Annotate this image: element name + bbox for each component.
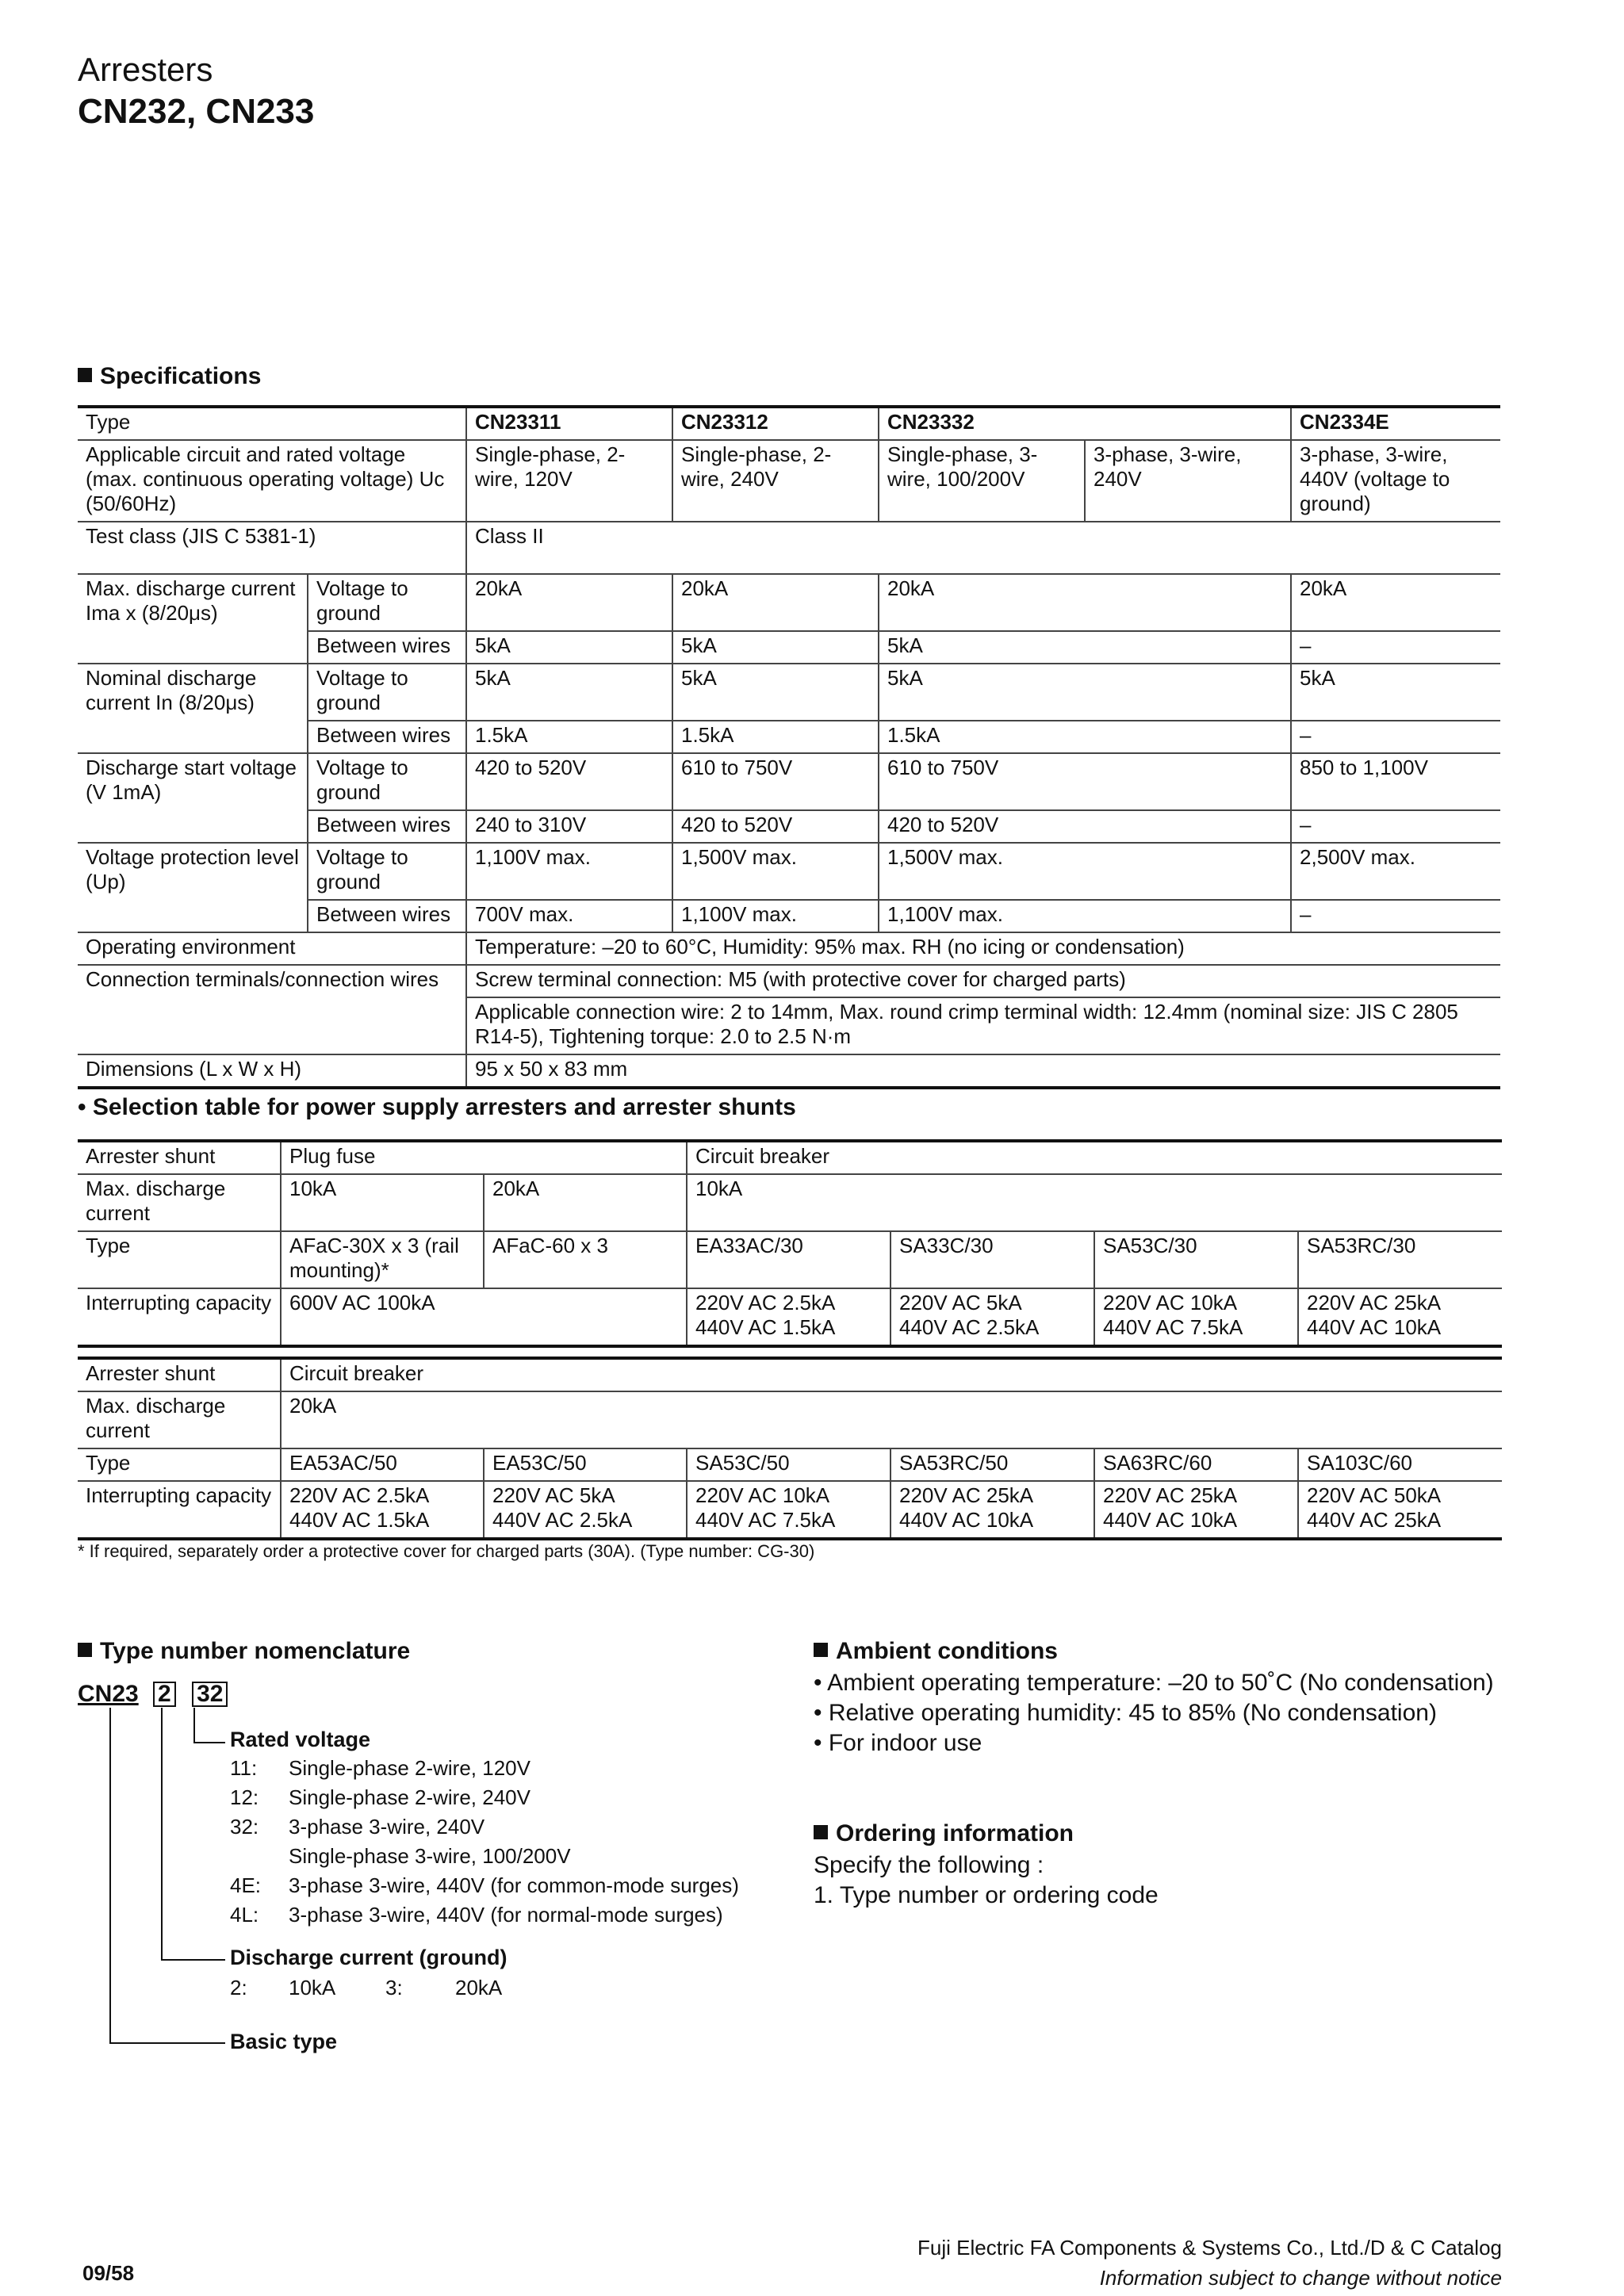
list-item: • Relative operating humidity: 45 to 85% (No condensation) <box>814 1700 1437 1726</box>
table-cell: – <box>1291 810 1500 843</box>
table-cell: 610 to 750V <box>672 753 879 810</box>
table-cell: 5kA <box>672 664 879 721</box>
table-cell: 1.5kA <box>672 721 879 753</box>
table-cell: 20kA <box>281 1391 1502 1448</box>
table-row <box>78 965 1500 997</box>
nomenclature-title: Type number nomenclature <box>100 1638 411 1664</box>
table-cell: 10kA <box>281 1174 484 1231</box>
table-cell: 2,500V max. <box>1291 843 1500 900</box>
table-cell: SA53C/30 <box>1094 1231 1298 1288</box>
table-row <box>78 664 1500 721</box>
sub-label: Voltage to ground <box>308 843 466 900</box>
catalog-category: Arresters <box>78 51 213 88</box>
company-name: Fuji Electric FA Components & Systems Co., Ltd./D & C Catalog <box>917 2236 1502 2260</box>
table-cell: 220V AC 2.5kA 440V AC 1.5kA <box>687 1288 891 1346</box>
table-cell: Single-phase, 2-wire, 120V <box>466 440 672 522</box>
table-row <box>78 1141 1502 1174</box>
table-cell: Class II <box>466 522 1500 574</box>
table-cell: 5kA <box>1291 664 1500 721</box>
table-row <box>78 1481 1502 1539</box>
table-cell: 95 x 50 x 83 mm <box>466 1054 1500 1088</box>
rated-voltage-list <box>230 1754 739 1930</box>
type-code <box>78 1681 228 1708</box>
bullet-dot-icon: • <box>78 1094 93 1120</box>
table-cell: 220V AC 2.5kA 440V AC 1.5kA <box>281 1481 484 1539</box>
table-row <box>78 407 1500 440</box>
table-cell: 220V AC 10kA 440V AC 7.5kA <box>687 1481 891 1539</box>
rated-voltage-title: Rated voltage <box>230 1728 371 1751</box>
square-bullet-icon <box>814 1825 828 1839</box>
sub-label: Between wires <box>308 721 466 753</box>
table-cell: 1,500V max. <box>879 843 1291 900</box>
specifications-title: Specifications <box>100 363 262 389</box>
table-row <box>78 1358 1502 1391</box>
sub-label: Between wires <box>308 810 466 843</box>
table-cell: 220V AC 5kA 440V AC 2.5kA <box>891 1288 1094 1346</box>
table-cell: 5kA <box>672 631 879 664</box>
table-cell: 420 to 520V <box>672 810 879 843</box>
table-cell: Temperature: –20 to 60°C, Humidity: 95% max. RH (no icing or condensation) <box>466 932 1500 965</box>
table-cell: 600V AC 100kA <box>281 1288 687 1346</box>
sub-label: Voltage to ground <box>308 574 466 631</box>
table-cell: 420 to 520V <box>879 810 1291 843</box>
discharge-list: 2: 10kA 3: 20kA <box>230 1976 503 1999</box>
header-cell: CN23311 <box>466 407 672 440</box>
square-bullet-icon <box>814 1643 828 1657</box>
row-label: Nominal discharge current In (8/20μs) <box>78 664 308 753</box>
row-label: Arrester shunt <box>78 1141 281 1174</box>
table-cell: 5kA <box>466 631 672 664</box>
table-cell: Screw terminal connection: M5 (with protective cover for charged parts) <box>466 965 1500 997</box>
table-cell: SA33C/30 <box>891 1231 1094 1288</box>
row-label: Discharge start voltage (V 1mA) <box>78 753 308 843</box>
table-row <box>78 1288 1502 1346</box>
table-cell: 1,500V max. <box>672 843 879 900</box>
footnote: * If required, separately order a protective cover for charged parts (30A). (Type number: CG-30) <box>78 1541 815 1561</box>
table-cell: SA53RC/30 <box>1298 1231 1502 1288</box>
table-row <box>78 843 1500 900</box>
header-cell: CN23332 <box>879 407 1291 440</box>
connector-line <box>161 1959 225 1961</box>
table-cell: 10kA <box>687 1174 1502 1231</box>
table-row <box>78 1448 1502 1481</box>
selection-table-2 <box>78 1357 1502 1540</box>
table-cell: Single-phase, 2-wire, 240V <box>672 440 879 522</box>
connector-line <box>161 1708 163 1960</box>
ordering-list <box>814 1850 1159 1911</box>
row-label: Test class (JIS C 5381-1) <box>78 522 466 574</box>
table-cell: EA53AC/50 <box>281 1448 484 1481</box>
ambient-list <box>814 1668 1494 1758</box>
table-cell: Plug fuse <box>281 1141 687 1174</box>
code-box-voltage: 32 <box>192 1682 228 1707</box>
table-cell: 20kA <box>879 574 1291 631</box>
table-cell: Circuit breaker <box>281 1358 1502 1391</box>
ambient-heading <box>814 1638 1058 1665</box>
table-cell: SA53RC/50 <box>891 1448 1094 1481</box>
table-cell: 610 to 750V <box>879 753 1291 810</box>
list-item: Single-phase 3-wire, 100/200V <box>289 1844 571 1868</box>
table-cell: 220V AC 50kA 440V AC 25kA <box>1298 1481 1502 1539</box>
sub-label: Voltage to ground <box>308 753 466 810</box>
table-row <box>78 1231 1502 1288</box>
table-cell: – <box>1291 900 1500 932</box>
table-cell: 240 to 310V <box>466 810 672 843</box>
table-row <box>78 932 1500 965</box>
specifications-table <box>78 405 1500 1089</box>
sub-label: Voltage to ground <box>308 664 466 721</box>
table-cell: – <box>1291 721 1500 753</box>
table-cell: EA33AC/30 <box>687 1231 891 1288</box>
table-cell: SA103C/60 <box>1298 1448 1502 1481</box>
table-cell: 3-phase, 3-wire, 440V (voltage to ground) <box>1291 440 1500 522</box>
table-cell: SA53C/50 <box>687 1448 891 1481</box>
table-cell: 20kA <box>672 574 879 631</box>
table-row <box>78 574 1500 631</box>
table-cell: 5kA <box>466 664 672 721</box>
connector-line <box>193 1742 225 1743</box>
list-item: 32: 3-phase 3-wire, 240V <box>230 1815 485 1839</box>
list-item: 11: Single-phase 2-wire, 120V <box>230 1756 530 1780</box>
row-label: Max. discharge current Ima x (8/20μs) <box>78 574 308 664</box>
list-item: • Ambient operating temperature: –20 to 50˚C (No condensation) <box>814 1670 1494 1696</box>
table-cell: 420 to 520V <box>466 753 672 810</box>
table-cell: Applicable connection wire: 2 to 14mm, Max. round crimp terminal width: 12.4mm (nominal size: JIS C 2805 R14-5), Tightening torque: 2.0 to 2.5 N·m <box>466 997 1500 1054</box>
selection-table-1 <box>78 1139 1502 1348</box>
table-cell: 5kA <box>879 631 1291 664</box>
connector-line <box>109 1708 111 2043</box>
row-label: Voltage protection level (Up) <box>78 843 308 932</box>
row-label: Operating environment <box>78 932 466 965</box>
table-cell: 220V AC 25kA 440V AC 10kA <box>1094 1481 1298 1539</box>
selection-heading <box>78 1094 796 1121</box>
discharge-title: Discharge current (ground) <box>230 1946 508 1969</box>
table-cell: 220V AC 5kA 440V AC 2.5kA <box>484 1481 687 1539</box>
header-cell: CN2334E <box>1291 407 1500 440</box>
list-item: 4E: 3-phase 3-wire, 440V (for common-mode surges) <box>230 1873 739 1897</box>
table-cell: 850 to 1,100V <box>1291 753 1500 810</box>
table-cell: AFaC-30X x 3 (rail mounting)* <box>281 1231 484 1288</box>
header-cell: Type <box>78 407 466 440</box>
ordering-heading <box>814 1820 1074 1847</box>
sub-label: Between wires <box>308 631 466 664</box>
table-cell: EA53C/50 <box>484 1448 687 1481</box>
row-label: Applicable circuit and rated voltage (max. continuous operating voltage) Uc (50/60Hz) <box>78 440 466 522</box>
ordering-title: Ordering information <box>836 1820 1074 1846</box>
list-item: 12: Single-phase 2-wire, 240V <box>230 1785 530 1809</box>
table-row <box>78 1054 1500 1088</box>
table-cell: 1.5kA <box>466 721 672 753</box>
table-cell: 220V AC 25kA 440V AC 10kA <box>1298 1288 1502 1346</box>
model-title: CN232, CN233 <box>78 92 315 131</box>
sub-label: Between wires <box>308 900 466 932</box>
header-cell: CN23312 <box>672 407 879 440</box>
table-cell: 700V max. <box>466 900 672 932</box>
row-label: Interrupting capacity <box>78 1481 281 1539</box>
table-cell: 20kA <box>484 1174 687 1231</box>
table-cell: 1,100V max. <box>672 900 879 932</box>
table-row <box>78 440 1500 522</box>
list-item: 4L: 3-phase 3-wire, 440V (for normal-mode surges) <box>230 1903 723 1927</box>
basic-type-label: Basic type <box>230 2030 338 2053</box>
nomenclature-heading <box>78 1638 410 1665</box>
table-cell: 220V AC 25kA 440V AC 10kA <box>891 1481 1094 1539</box>
row-label: Interrupting capacity <box>78 1288 281 1346</box>
row-label: Max. discharge current <box>78 1174 281 1231</box>
selection-title: Selection table for power supply arresters and arrester shunts <box>92 1094 796 1120</box>
code-box-discharge: 2 <box>153 1682 176 1707</box>
table-cell: 1,100V max. <box>466 843 672 900</box>
list-item: Specify the following : <box>814 1852 1044 1878</box>
code-base: CN23 <box>78 1681 139 1707</box>
row-label: Type <box>78 1231 281 1288</box>
table-cell: 220V AC 10kA 440V AC 7.5kA <box>1094 1288 1298 1346</box>
table-cell: 20kA <box>466 574 672 631</box>
table-cell: – <box>1291 631 1500 664</box>
row-label: Max. discharge current <box>78 1391 281 1448</box>
table-cell: Circuit breaker <box>687 1141 1502 1174</box>
row-label: Dimensions (L x W x H) <box>78 1054 466 1088</box>
table-cell: 20kA <box>1291 574 1500 631</box>
list-item: 1. Type number or ordering code <box>814 1882 1159 1908</box>
table-cell: 1.5kA <box>879 721 1291 753</box>
row-label: Connection terminals/connection wires <box>78 965 466 1054</box>
page-number: 09/58 <box>82 2261 135 2285</box>
table-cell: 5kA <box>879 664 1291 721</box>
table-row <box>78 522 1500 574</box>
list-item: • For indoor use <box>814 1730 982 1756</box>
table-row <box>78 1391 1502 1448</box>
square-bullet-icon <box>78 1643 92 1657</box>
connector-line <box>193 1708 195 1743</box>
table-cell: AFaC-60 x 3 <box>484 1231 687 1288</box>
row-label: Arrester shunt <box>78 1358 281 1391</box>
square-bullet-icon <box>78 368 92 382</box>
ambient-title: Ambient conditions <box>836 1638 1058 1664</box>
table-cell: SA63RC/60 <box>1094 1448 1298 1481</box>
connector-line <box>109 2042 225 2044</box>
specifications-heading <box>78 363 261 390</box>
table-cell: 3-phase, 3-wire, 240V <box>1085 440 1291 522</box>
table-row <box>78 753 1500 810</box>
notice: Information subject to change without notice <box>1099 2266 1502 2290</box>
row-label: Type <box>78 1448 281 1481</box>
table-cell: Single-phase, 3-wire, 100/200V <box>879 440 1085 522</box>
table-cell: 1,100V max. <box>879 900 1291 932</box>
table-row <box>78 1174 1502 1231</box>
